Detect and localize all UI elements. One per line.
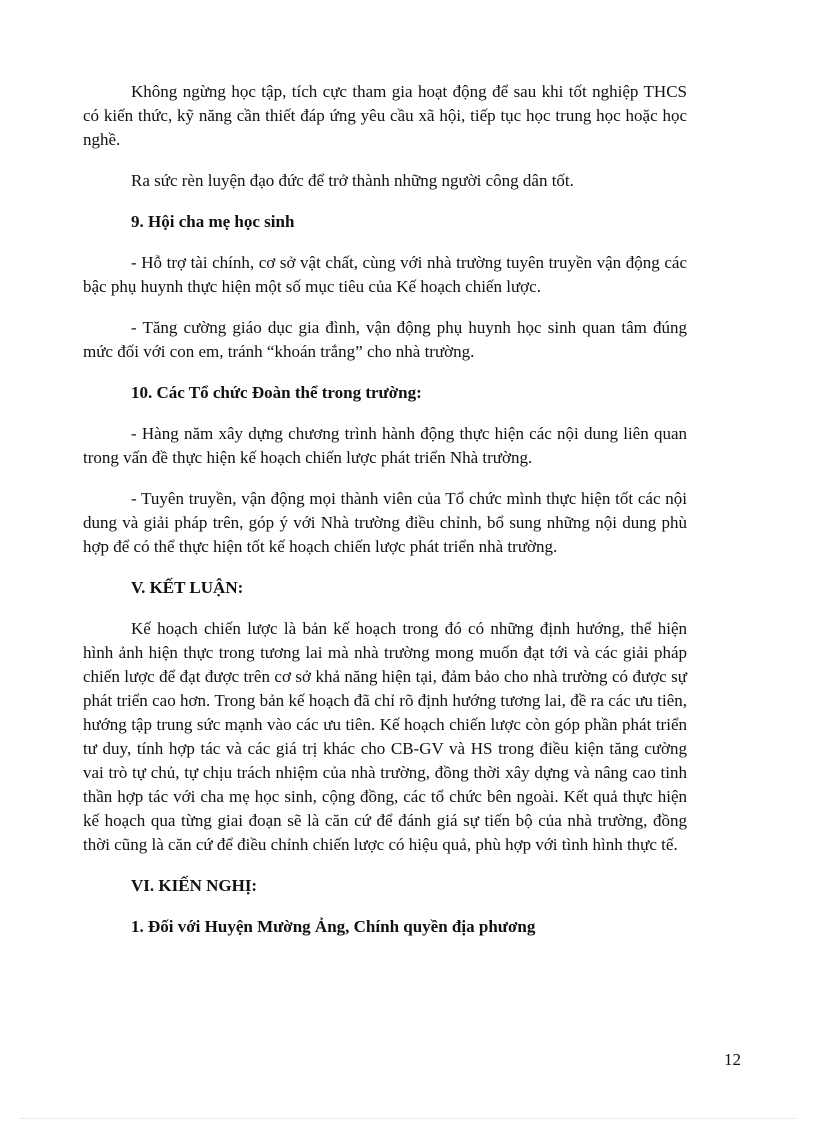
heading-conclusion: V. KẾT LUẬN:	[131, 578, 244, 597]
heading-district-authority: 1. Đối với Huyện Mường Ảng, Chính quyền địa phương	[131, 917, 536, 936]
heading-recommendations: VI. KIẾN NGHỊ:	[131, 876, 258, 895]
paragraph-financial-support: - Hỗ trợ tài chính, cơ sở vật chất, cùng với nhà trường tuyên truyền vận động các bậc phụ huynh thực hiện một số mục tiêu của Kế hoạch chiến lược.	[83, 253, 687, 296]
paragraph-study: Không ngừng học tập, tích cực tham gia hoạt động để sau khi tốt nghiệp THCS có kiến thức, kỹ năng cần thiết đáp ứng yêu cầu xã hội, tiếp tục học trung học hoặc học nghề.	[83, 82, 687, 149]
paragraph-ethics: Ra sức rèn luyện đạo đức để trở thành những người công dân tốt.	[131, 171, 574, 190]
paragraph-family-education: - Tăng cường giáo dục gia đình, vận động phụ huynh học sinh quan tâm đúng mức đối với con em, tránh “khoán trắng” cho nhà trường.	[83, 318, 687, 361]
heading-organizations: 10. Các Tổ chức Đoàn thể trong trường:	[131, 383, 422, 402]
heading-parents-association: 9. Hội cha mẹ học sinh	[131, 212, 295, 231]
paragraph-propaganda: - Tuyên truyền, vận động mọi thành viên của Tổ chức mình thực hiện tốt các nội dung và giải pháp trên, góp ý với Nhà trường điều chỉnh, bổ sung những nội dung phù hợp để có thể thực hiện tốt kế hoạch chiến lược phát triển nhà trường.	[83, 489, 687, 556]
paragraph-annual-program: - Hàng năm xây dựng chương trình hành động thực hiện các nội dung liên quan trong vấn đề thực hiện kế hoạch chiến lược phát triển Nhà trường.	[83, 424, 687, 467]
page-number: 12	[724, 1050, 741, 1069]
document-page	[83, 80, 687, 939]
footer-divider	[20, 1118, 796, 1119]
paragraph-conclusion: Kế hoạch chiến lược là bản kế hoạch trong đó có những định hướng, thể hiện hình ảnh hiện thực trong tương lai mà nhà trường mong muốn đạt tới và các giải pháp chiến lược để đạt được trên cơ sở khả năng hiện tại, đảm bảo cho nhà trường có được sự phát triển cao hơn. Trong bản kế hoạch đã chỉ rõ định hướng tương lai, đề ra các ưu tiên, hướng tập trung sức mạnh vào các ưu tiên. Kế hoạch chiến lược còn góp phần phát triển tư duy, tính hợp tác và các giá trị khác cho CB-GV và HS trong điều kiện tăng cường vai trò tự chủ, tự chịu trách nhiệm của nhà trường, đồng thời xây dựng và nâng cao tinh thần hợp tác với cha mẹ học sinh, cộng đồng, các tổ chức bên ngoài. Kết quả thực hiện kế hoạch qua từng giai đoạn sẽ là căn cứ để đánh giá sự tiến bộ của nhà trường, đồng thời cũng là căn cứ để điều chỉnh chiến lược có hiệu quả, phù hợp với tình hình thực tế.	[83, 619, 687, 854]
